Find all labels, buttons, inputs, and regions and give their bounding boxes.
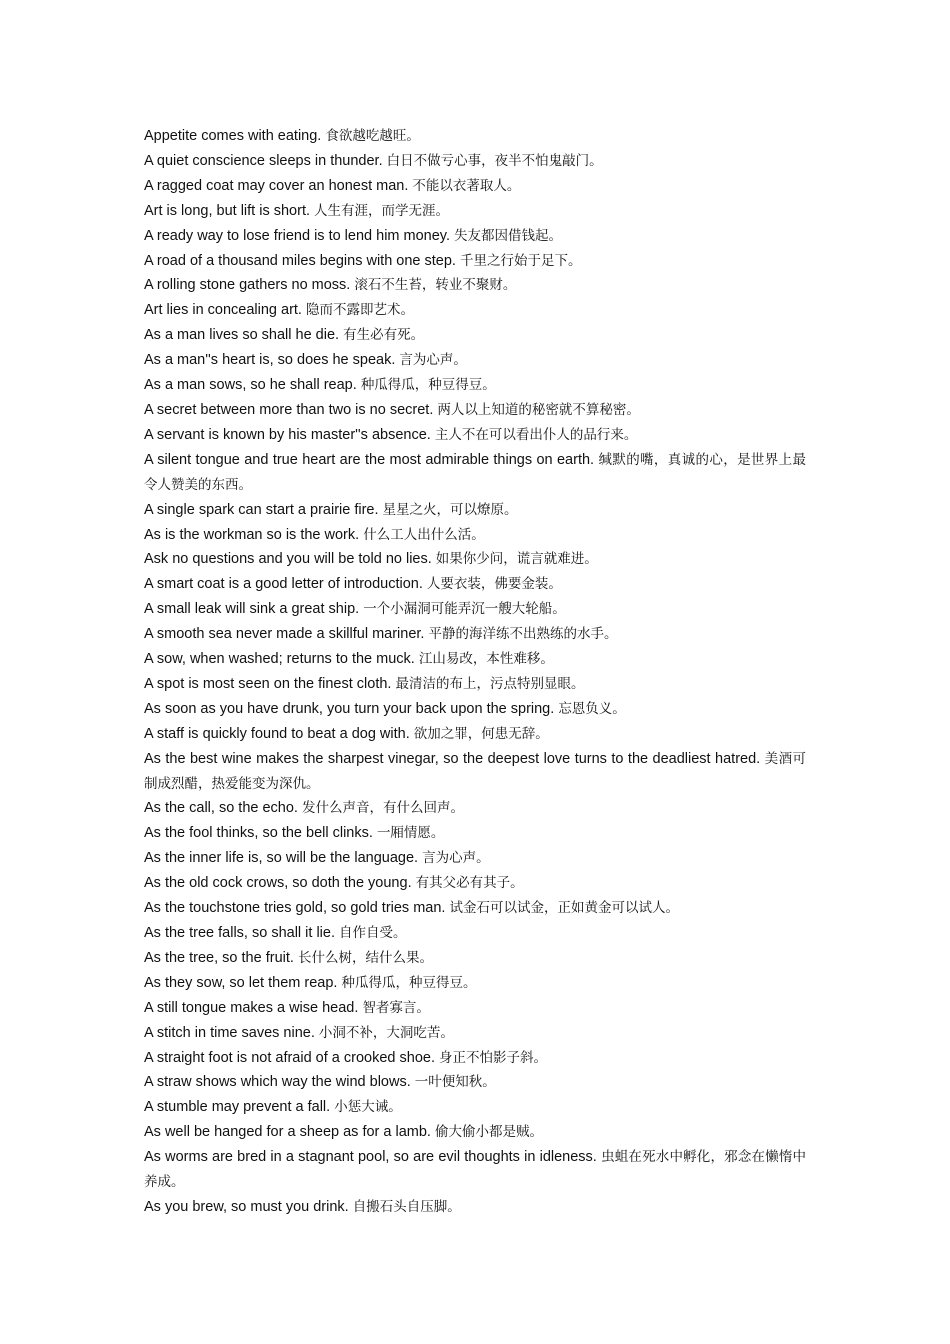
proverb-english: Art lies in concealing art. [144, 302, 302, 319]
proverb-line [144, 572, 806, 597]
proverb-line [144, 423, 806, 448]
proverb-chinese: 自作自受。 [339, 925, 407, 941]
document-page [144, 124, 806, 1220]
proverb-line [144, 1195, 806, 1220]
proverb-chinese: 自搬石头自压脚。 [352, 1198, 461, 1215]
proverb-line [144, 1145, 806, 1195]
proverb-english: As a man sows, so he shall reap. [144, 377, 357, 394]
proverb-chinese: 种瓜得瓜，种豆得豆。 [341, 974, 477, 991]
proverb-chinese: 食欲越吃越旺。 [325, 128, 420, 144]
proverb-chinese: 如果你少问，谎言就难进。 [435, 551, 598, 568]
proverb-chinese: 小惩大诫。 [334, 1099, 402, 1116]
proverb-english: A still tongue makes a wise head. [144, 999, 359, 1016]
proverb-english: As the inner life is, so will be the language. [144, 850, 419, 867]
proverb-chinese: 一个小漏洞可能弄沉一艘大轮船。 [363, 601, 566, 618]
proverb-chinese: 小洞不补，大洞吃苦。 [318, 1024, 454, 1041]
proverb-chinese: 最清洁的布上，污点特别显眼。 [395, 675, 585, 692]
proverb-line [144, 174, 806, 199]
proverb-english: A small leak will sink a great ship. [144, 601, 360, 618]
proverb-chinese: 智者寡言。 [362, 999, 430, 1016]
proverb-line [144, 124, 806, 149]
proverb-english: Art is long, but lift is short. [144, 202, 311, 219]
proverb-english: As worms are bred in a stagnant pool, so are evil thoughts in idleness. [144, 1149, 597, 1166]
proverb-line [144, 249, 806, 274]
proverb-line [144, 547, 806, 572]
proverb-english: Appetite comes with eating. [144, 128, 322, 144]
proverb-chinese: 长什么树，结什么果。 [297, 949, 433, 966]
proverb-english: As a man''s heart is, so does he speak. [144, 352, 396, 369]
proverb-line [144, 448, 806, 498]
proverb-english: A straw shows which way the wind blows. [144, 1074, 411, 1091]
proverb-line [144, 747, 806, 797]
proverb-english: A silent tongue and true heart are the most admirable things on earth. [144, 451, 595, 468]
proverb-chinese: 主人不在可以看出仆人的品行来。 [434, 426, 638, 443]
proverb-english: A ready way to lose friend is to lend him money. [144, 227, 450, 244]
proverb-line [144, 323, 806, 348]
proverb-chinese: 虫蛆在死水中孵化，邪念在懒惰中养成。 [144, 1149, 807, 1191]
proverb-line [144, 896, 806, 921]
proverb-line [144, 672, 806, 697]
proverb-line [144, 149, 806, 174]
proverb-english: As the call, so the echo. [144, 800, 298, 817]
proverb-line [144, 597, 806, 622]
proverb-line [144, 946, 806, 971]
proverb-line [144, 871, 806, 896]
proverb-chinese: 平静的海洋练不出熟练的水手。 [428, 626, 618, 643]
proverb-english: A stumble may prevent a fall. [144, 1099, 331, 1116]
proverb-chinese: 忘恩负义。 [558, 700, 626, 717]
proverb-english: As a man lives so shall he die. [144, 327, 340, 344]
proverb-line [144, 821, 806, 846]
proverb-line [144, 796, 806, 821]
proverb-chinese: 欲加之罪，何患无辞。 [413, 725, 549, 742]
proverb-english: As the old cock crows, so doth the young. [144, 875, 412, 892]
proverb-english: As soon as you have drunk, you turn your back upon the spring. [144, 700, 555, 717]
proverb-chinese: 言为心声。 [422, 850, 490, 867]
proverb-english: As the best wine makes the sharpest vinegar, so the deepest love turns to the deadliest hatred. [144, 750, 761, 767]
proverb-english: A straight foot is not afraid of a crooked shoe. [144, 1049, 435, 1066]
proverb-line [144, 647, 806, 672]
proverb-line [144, 722, 806, 747]
proverb-line [144, 224, 806, 249]
proverb-chinese: 江山易改，本性难移。 [418, 651, 554, 668]
proverb-line [144, 1070, 806, 1095]
proverb-line [144, 622, 806, 647]
proverb-chinese: 有生必有死。 [343, 327, 425, 344]
proverb-english: A stitch in time saves nine. [144, 1024, 315, 1041]
proverb-chinese: 隐而不露即艺术。 [306, 302, 414, 319]
proverb-english: A road of a thousand miles begins with one step. [144, 252, 456, 269]
proverb-english: Ask no questions and you will be told no lies. [144, 551, 432, 568]
proverb-english: As well be hanged for a sheep as for a lamb. [144, 1124, 431, 1141]
proverb-line [144, 199, 806, 224]
proverb-english: As the tree, so the fruit. [144, 949, 294, 966]
proverb-line [144, 1120, 806, 1145]
proverb-line [144, 971, 806, 996]
proverb-english: A smooth sea never made a skillful mariner. [144, 626, 425, 643]
proverb-chinese: 发什么声音，有什么回声。 [301, 800, 464, 817]
proverb-chinese: 一叶便知秋。 [414, 1074, 496, 1091]
proverb-english: A single spark can start a prairie fire. [144, 501, 379, 518]
proverb-chinese: 身正不怕影子斜。 [439, 1049, 548, 1066]
proverb-chinese: 言为心声。 [399, 352, 467, 369]
proverb-english: As the tree falls, so shall it lie. [144, 925, 335, 941]
proverb-chinese: 试金石可以试金，正如黄金可以试人。 [449, 900, 679, 917]
proverb-line [144, 1095, 806, 1120]
proverb-chinese: 种瓜得瓜，种豆得豆。 [360, 377, 496, 394]
proverb-english: A sow, when washed; returns to the muck. [144, 651, 415, 668]
proverb-chinese: 人要衣装，佛要金装。 [426, 576, 562, 593]
proverb-line [144, 273, 806, 298]
proverb-line [144, 996, 806, 1021]
proverb-english: A spot is most seen on the finest cloth. [144, 675, 392, 692]
proverb-english: A quiet conscience sleeps in thunder. [144, 152, 383, 169]
proverb-english: A ragged coat may cover an honest man. [144, 177, 409, 194]
proverb-english: A rolling stone gathers no moss. [144, 277, 351, 294]
proverb-chinese: 不能以衣著取人。 [412, 177, 521, 194]
proverb-english: A staff is quickly found to beat a dog with. [144, 725, 410, 742]
proverb-english: As the fool thinks, so the bell clinks. [144, 825, 373, 842]
proverb-line [144, 697, 806, 722]
proverb-english: A secret between more than two is no secret. [144, 401, 434, 418]
proverb-line [144, 921, 806, 946]
proverb-chinese: 人生有涯，而学无涯。 [314, 202, 450, 219]
proverb-english: A servant is known by his master''s absence. [144, 426, 431, 443]
proverb-line [144, 398, 806, 423]
proverb-english: As is the workman so is the work. [144, 526, 360, 543]
proverb-chinese: 两人以上知道的秘密就不算秘密。 [437, 401, 640, 418]
proverb-chinese: 什么工人出什么活。 [363, 526, 485, 543]
proverb-chinese: 滚石不生苔，转业不聚财。 [354, 277, 517, 294]
proverb-chinese: 美酒可制成烈醋，热爱能变为深仇。 [144, 750, 807, 792]
proverb-line [144, 846, 806, 871]
proverb-line [144, 348, 806, 373]
proverb-line [144, 1046, 806, 1071]
proverb-english: As you brew, so must you drink. [144, 1198, 349, 1215]
proverb-chinese: 偷大偷小都是贼。 [434, 1124, 543, 1141]
proverb-chinese: 千里之行始于足下。 [459, 252, 582, 269]
proverb-english: As they sow, so let them reap. [144, 974, 338, 991]
proverb-chinese: 一厢情愿。 [376, 825, 445, 842]
proverb-line [144, 498, 806, 523]
proverb-english: A smart coat is a good letter of introduction. [144, 576, 423, 593]
proverb-chinese: 白日不做亏心事，夜半不怕鬼敲门。 [386, 152, 603, 169]
proverb-line [144, 298, 806, 323]
proverb-chinese: 星星之火，可以燎原。 [382, 501, 518, 518]
proverb-line [144, 373, 806, 398]
proverb-line [144, 1021, 806, 1046]
proverb-chinese: 有其父必有其子。 [415, 875, 524, 892]
proverb-chinese: 失友都因借钱起。 [454, 227, 563, 244]
proverb-english: As the touchstone tries gold, so gold tries man. [144, 900, 446, 917]
proverb-line [144, 523, 806, 548]
proverb-chinese: 缄默的嘴，真诚的心，是世界上最令人赞美的东西。 [144, 451, 807, 493]
